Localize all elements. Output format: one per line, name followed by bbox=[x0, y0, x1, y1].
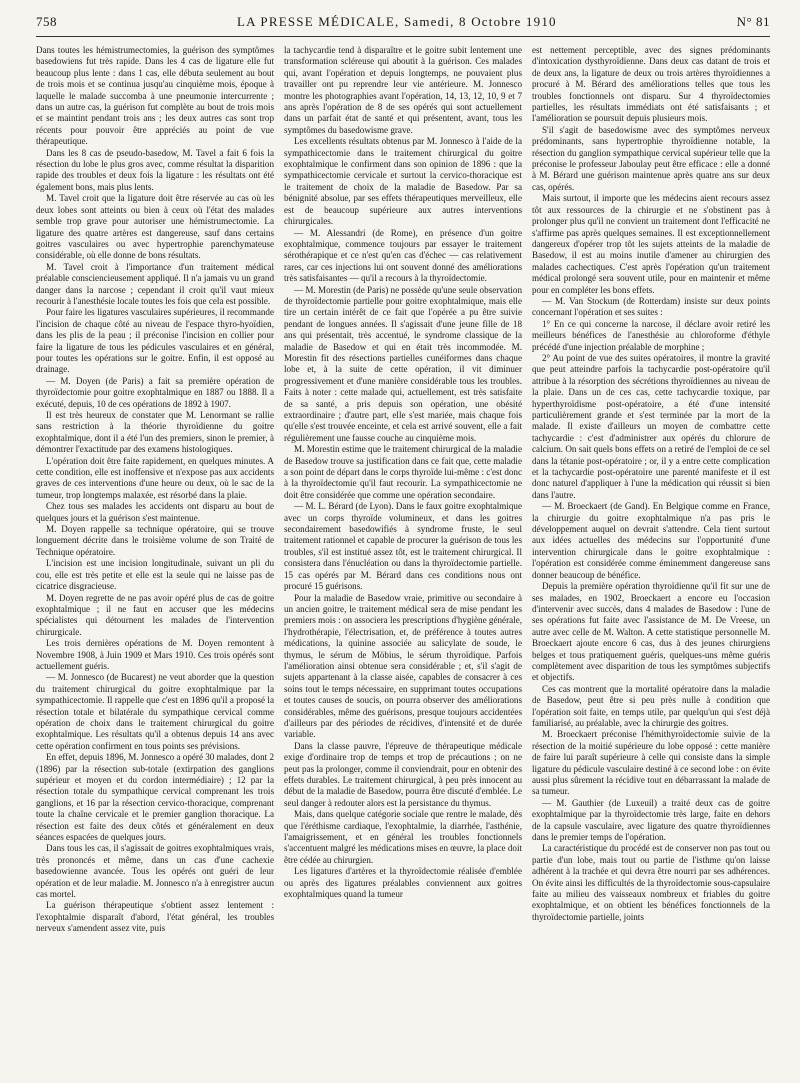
paragraph: est nettement perceptible, avec des signes prédominants d'intoxication dysthyroïdienne. Dans deux cas datant de trois et de deux ans, la ligature de deux ou trois artères thyroïdiennes a procuré à M. Bérard des améliorations telles que tous les troubles fonctionnels ont disparu. Sur 4 thyroïdectomies partielles, les résultats immédiats ont été satisfaisants ; et l'amélioration se poursuit depuis plusieurs mois. bbox=[532, 45, 770, 124]
paragraph: — M. Jonnesco (de Bucarest) ne veut aborder que la question du traitement chirurgical du goitre exophtalmique par la sympathicectomie. Il rappelle que c'est en 1896 qu'il a proposé la résection totale et bilatérale du sympathique cervical comme opération de choix dans le traitement chirurgical du goitre exophtalmique. Les résultats qu'il a obtenus depuis 14 ans avec cette opération confirment en tous points ses prévisions. bbox=[36, 672, 274, 751]
paragraph: Les excellents résultats obtenus par M. Jonnesco à l'aide de la sympathicectomie dans le traitement chirurgical du goitre exophtalmique le confirment dans son opinion de 1896 : que la sympathicectomie cervicale et surtout la cervico-thoracique est le traitement de choix de la maladie de Basedow. Par sa bénignité absolue, par ses effets thérapeutiques merveilleux, elle est de beaucoup supérieure aux autres interventions chirurgicales. bbox=[284, 136, 522, 227]
paragraph: M. Morestin estime que le traitement chirurgical de la maladie de Basedow trouve sa justification dans ce fait que, cette maladie a son point de départ dans le corps thyroïde lui-même : c'est donc à la thyroïdectomie qu'il faut recourir. La sympathicectomie ne doit être considérée que comme une opération secondaire. bbox=[284, 444, 522, 500]
paragraph: — M. L. Bérard (de Lyon). Dans le faux goitre exophtalmique avec un corps thyroïde volumineux, et dans les goitres secondairement basedowifiés à syndrome fruste, le seul traitement rationnel et capable de procurer la guérison de tous les troubles, s'il est institué assez tôt, est le traitement chirurgical. Il consistera dans l'énucléation ou dans la thyroïdectomie partielle. 15 cas opérés par M. Bérard dans ces conditions nous ont procuré 15 guérisons. bbox=[284, 501, 522, 592]
paragraph: En effet, depuis 1896, M. Jonnesco a opéré 30 malades, dont 2 (1896) par la résection sub-totale (extirpation des ganglions supérieur et moyen et du cordon intermédiaire) ; 12 par la résection totale du sympathique cervical comprenant les trois ganglions, et 16 par la résection cervico-thoracique, comprenant toute la chaîne cervicale et le premier ganglion thoracique. La résection est faite des deux côtés et généralement en deux séances espacées de quelques jours. bbox=[36, 752, 274, 843]
paragraph: — M. Doyen (de Paris) a fait sa première opération de thyroïdectomie pour goitre exophtalmique en 1887 ou 1888. Il a exécuté, depuis, 10 de ces opérations de 1892 à 1907. bbox=[36, 375, 274, 409]
paragraph: — M. Morestin (de Paris) ne possède qu'une seule observation de thyroïdectomie partielle pour goitre exophtalmique, mais elle tire un certain intérêt de ce fait que l'opérée a pu être suivie pendant de longues années. Il s'agissait d'une jeune fille de 18 ans qui présentait, très accentué, le syndrome classique de la maladie de Basedow et qui en était très incommodée. M. Morestin fit des résections partielles cunéiformes dans chaque lobe et, à la suite de cette opération, il vit diminuer progressivement et d'une manière considérable tous les troubles. Faits à noter : cette malade qui, actuellement, est très satisfaite de sa santé, a pris depuis son opération, une obésité extraordinaire ; d'autre part, elle s'est mariée, mais chaque fois qu'elle s'est trouvée enceinte, et cela est arrivé souvent, elle a fait régulièrement une fausse couche au cinquième mois. bbox=[284, 284, 522, 443]
journal-title: LA PRESSE MÉDICALE, Samedi, 8 Octobre 1910 bbox=[236, 14, 557, 29]
paragraph: — M. Alessandri (de Rome), en présence d'un goitre exophtalmique, commence toujours par essayer le traitement sérothérapique et ce n'est qu'en cas d'échec — cas relativement rares, car ces injections lui ont souvent donné des améliorations très satisfaisantes — qu'il a recours à la thyroïdectomie. bbox=[284, 227, 522, 284]
paragraph: Depuis la première opération thyroïdienne qu'il fit sur une de ses malades, en 1902, Broeckaert a encore eu l'occasion d'intervenir avec succès, dans 4 malades de Basedow : l'une de ses opérations fut faite avec l'assistance de M. De Vreese, un autre avec celle de M. Walton. A cette statistique personnelle M. Broeckaert ajoute encore 6 cas, dus à des jeunes chirurgiens belges et tous pratiquement guéris, quelques-uns même guéris complètement avec disparition de tous les symptômes subjectifs et objectifs. bbox=[532, 581, 770, 683]
paragraph: Dans tous les cas, il s'agissait de goitres exophtalmiques vrais, très prononcés et même, dans un cas d'une cachexie basedowienne avancée. Tous les opérés ont guéri de leur opération et de leur maladie. M. Jonnesco n'a à enregistrer aucun cas mortel. bbox=[36, 843, 274, 900]
paragraph: 2° Au point de vue des suites opératoires, il montre la gravité que peut atteindre parfois la tachycardie post-opératoire qu'il attribue à la résorption des sécrétions thyroïdiennes au niveau de la plaie. Dans un de ces cas, cette tachycardie toxique, par hyperthyroïdisme post-opératoire, a été d'une intensité particulièrement grande et s'est terminée par la mort de la malade. Il existe d'ailleurs un moyen de combattre cette tachycardie : c'est d'administrer aux opérés du chlorure de calcium. On sait quels bons effets on a retiré de l'emploi de ce sel dans la tétanie post-opératoire ; or, il y a entre cette complication et la tachycardie post-opératoire une parenté manifeste et il est donc naturel d'appliquer à l'une la médication qui réussit si bien dans l'autre. bbox=[532, 352, 770, 500]
paragraph: 1° En ce qui concerne la narcose, il déclare avoir retiré les meilleurs bénéfices de l'anesthésie au chloroforme d'éthyle précédé d'une injection préalable de morphine ; bbox=[532, 318, 770, 352]
paragraph: L'incision est une incision longitudinale, suivant un pli du cou, elle est très petite et elle est la seule qui ne laisse pas de cicatrice disgracieuse. bbox=[36, 558, 274, 592]
paragraph: Dans toutes les hémistrumectomies, la guérison des symptômes basedowiens fut très rapide. Dans les 4 cas de ligature elle fut beaucoup plus lente : dans 1 cas, elle débuta seulement au bout de trois mois et se continua jusqu'au cinquième mois, époque à laquelle le malade succomba à une pneumonie intercurrente ; dans un autre cas, la guérison fut complète au bout de trois mois et se maintint pendant trois ans ; les deux autres cas sont trop récents pour pouvoir être appréciés au point de vue thérapeutique. bbox=[36, 45, 274, 147]
paragraph: Ces cas montrent que la mortalité opératoire dans la maladie de Basedow, peut être si peu près nulle à condition que l'opération soit faite, en temps utile, par quelqu'un qui s'est déjà familiarisé, au préalable, avec la chirurgie des goitres. bbox=[532, 683, 770, 728]
paragraph: Dans les 8 cas de pseudo-basedow, M. Tavel a fait 6 fois la résection du lobe le plus gros avec, comme résultat la disparition rapide des troubles et deux fois la ligature : les résultats ont été également bons, mais plus lents. bbox=[36, 147, 274, 192]
paragraph: La guérison thérapeutique s'obtient assez lentement : l'exophtalmie disparaît d'abord, l'état général, les troubles nerveux s'amendent assez vite, puis bbox=[36, 900, 274, 934]
paragraph: S'il s'agit de basedowisme avec des symptômes nerveux prédominants, sans hypertrophie thyroïdienne notable, la résection du ganglion sympathique cervical supérieur telle que la préconise le professeur Jaboulay peut être efficace : elle a donné à M. Bérard une guérison maintenue après quatre ans sur deux cas, opérés. bbox=[532, 124, 770, 192]
paragraph: — M. Broeckaert (de Gand). En Belgique comme en France, la chirurgie du goitre exophtalmique n'a pas pris le développement auquel on devrait s'attendre. Cela tient surtout aux idées actuelles des médecins sur l'opportunité d'une intervention chirurgicale dans le goitre exophtalmique : l'opération est considérée comme éminemment dangereuse sans donner beaucoup de bénéfice. bbox=[532, 501, 770, 580]
running-header bbox=[36, 14, 770, 37]
issue-number: N° 81 bbox=[736, 14, 770, 29]
paragraph: M. Doyen regrette de ne pas avoir opéré plus de cas de goitre exophtalmique ; il ne faut en accuser que les médecins spécialistes qui détournent les malades de l'intervention chirurgicale. bbox=[36, 592, 274, 637]
paragraph: Mais surtout, il importe que les médecins aient recours assez tôt aux ressources de la chirurgie et ne s'obstinent pas à prolonger plus qu'il ne convient un traitement dont l'efficacité ne s'affirme pas après quelques semaines. Il est exceptionnellement dangereux d'opérer trop tôt les sujets atteints de la maladie de Basedow, il est au moins inutile d'amener au chirurgien des malades cachectiques. C'est après l'opération qu'un traitement médical prolongé sera souvent utile, pour en maintenir et même pour en compléter les bons effets. bbox=[532, 193, 770, 295]
paragraph: Dans la classe pauvre, l'épreuve de thérapeutique médicale exige d'ordinaire trop de temps et trop de précautions ; on ne peut pas la prolonger, comme il conviendrait, pour en obtenir des effets durables. Le traitement chirurgical, à peu près innocent au début de la maladie de Basedow, pourra être discuté d'emblée. Le seul danger à redouter alors est la persistance du thymus. bbox=[284, 740, 522, 808]
text-columns bbox=[36, 45, 770, 1083]
paragraph: la tachycardie tend à disparaître et le goitre subit lentement une transformation scléreuse qui aboutit à la guérison. Ces malades qui, avant l'opération et depuis longtemps, ne pouvaient plus travailler ont pu reprendre leur vie antérieure. M. Jonnesco montre les photographies avant l'opération, 14, 13, 12, 10, 9 et 7 ans après l'opération de 8 de ses opérés qui sont actuellement dans un parfait état de santé et qui présentent, avant, tous les symptômes du basedowisme grave. bbox=[284, 45, 522, 135]
paragraph: Chez tous ses malades les accidents ont disparu au bout de quelques jours et la guérison s'est maintenue. bbox=[36, 501, 274, 523]
paragraph: Pour la maladie de Basedow vraie, primitive ou secondaire à un ancien goitre, le traitement médical sera de mise pendant les premiers mois : on associera les prescriptions d'hygiène générale, l'hydrothérapie, l'électrisation, et, de préférence à toutes autres médications, la quinine associée au salicylate de soude, le thymus, le sérum de Möbius, le sérum thyroïdique. Parfois l'amélioration ainsi obtenue sera considérable ; et, s'il s'agit de sujets appartenant à la classe aisée, capables de consacrer à ces soins tout le temps nécessaire, en supprimant toutes occupations et toutes causes de soucis, on pourra observer des améliorations considérables, même des guérisons, presque toujours accidentées d'ailleurs par des périodes de récidives, d'intensité et de durée variable. bbox=[284, 592, 522, 740]
column-middle bbox=[284, 45, 522, 1083]
paragraph: Mais, dans quelque catégorie sociale que rentre le malade, dès que l'éréthisme cardiaque, l'exophtalmie, la diarrhée, l'asthénie, l'amaigrissement, et en général les troubles fonctionnels s'accentuent malgré les médications mises en œuvre, la place doit être cédée au chirurgien. bbox=[284, 809, 522, 865]
paragraph: — M. Van Stockum (de Rotterdam) insiste sur deux points concernant l'opération et ses suites : bbox=[532, 295, 770, 318]
paragraph: La caractéristique du procédé est de conserver non pas tout ou partie d'un lobe, mais tout ou partie de l'isthme qu'on laisse adhérent à la trachée et qui devra être nourri par ses adhérences. On évite ainsi les difficultés de la thyroïdectomie sous-capsulaire faite au milieu des vaisseaux nombreux et friables du goitre exophtalmique, et on obtient les bénéfices fonctionnels de la thyroïdectomie partielle, joints bbox=[532, 843, 770, 922]
paragraph: M. Broeckaert préconise l'hémithyroïdectomie suivie de la résection de la moitié supérieure du lobe opposé : cette manière de faire lui paraît supérieure à celle qui consiste dans la simple ligature du pédicule vasculaire destiné à ce second lobe : on évite aussi plus sûrement la récidive tout en débarrassant la malade de sa tumeur. bbox=[532, 729, 770, 797]
column-left bbox=[36, 45, 274, 1083]
column-right bbox=[532, 45, 770, 1083]
page-number: 758 bbox=[36, 14, 57, 29]
paragraph: Pour faire les ligatures vasculaires supérieures, il recommande l'incision de chaque côté au niveau de l'espace thyro-hyoïdien, dans les plis de la peau ; il préconise l'incision en collier pour faire la ligature de tous les pédicules vasculaires et en général, pour toutes les opérations sur le goitre. Enfin, il est opposé au drainage. bbox=[36, 307, 274, 375]
paragraph: M. Doyen rappelle sa technique opératoire, qui se trouve longuement décrite dans le troisième volume de son Traité de Technique opératoire. bbox=[36, 524, 274, 557]
paragraph: Les trois dernières opérations de M. Doyen remontent à Novembre 1908, à Juin 1909 et Mars 1910. Ces trois opérés sont actuellement guéris. bbox=[36, 638, 274, 671]
paragraph: Les ligatures d'artères et la thyroïdectomie réalisée d'emblée ou après des ligatures préalables conviennent aux goitres exophtalmiques quand la tumeur bbox=[284, 866, 522, 900]
paragraph: L'opération doit être faite rapidement, en quelques minutes. A cette condition, elle est inoffensive et n'expose pas aux accidents graves de ces interventions d'une heure ou deux, où le sac de la tumeur, trop longtemps malaxée, est résorbé dans la plaie. bbox=[36, 455, 274, 500]
paragraph: Il est très heureux de constater que M. Lenormant se rallie sans restriction à la théorie thyroïdienne du goitre exophtalmique, dont il a été l'un des premiers, sinon le premier, à démontrer l'exactitude par des examens histologiques. bbox=[36, 410, 274, 455]
paragraph: M. Tavel croit à l'importance d'un traitement médical préalable consciencieusement appliqué. Il n'a jamais vu un grand danger dans la narcose ; cependant il croit qu'il vaut mieux recourir à l'anesthésie locale toutes les fois que cela est possible. bbox=[36, 261, 274, 306]
paragraph: M. Tavel croit que la ligature doit être réservée au cas où les deux lobes sont atteints ou bien à ceux où l'état des malades semble trop grave pour autoriser une hémistrumectomie. La ligature des quatre artères est dangereuse, sauf dans certains goitres vasculaires ou avec hypertrophie parenchymateuse considérable, où elle donne de bons résultats. bbox=[36, 193, 274, 261]
paragraph: — M. Gauthier (de Luxeuil) a traité deux cas de goitre exophtalmique par la thyroïdectomie très large, faite en dehors de la capsule vasculaire, avec ligature des quatre thyroïdiennes dans le premier temps de l'opération. bbox=[532, 797, 770, 843]
